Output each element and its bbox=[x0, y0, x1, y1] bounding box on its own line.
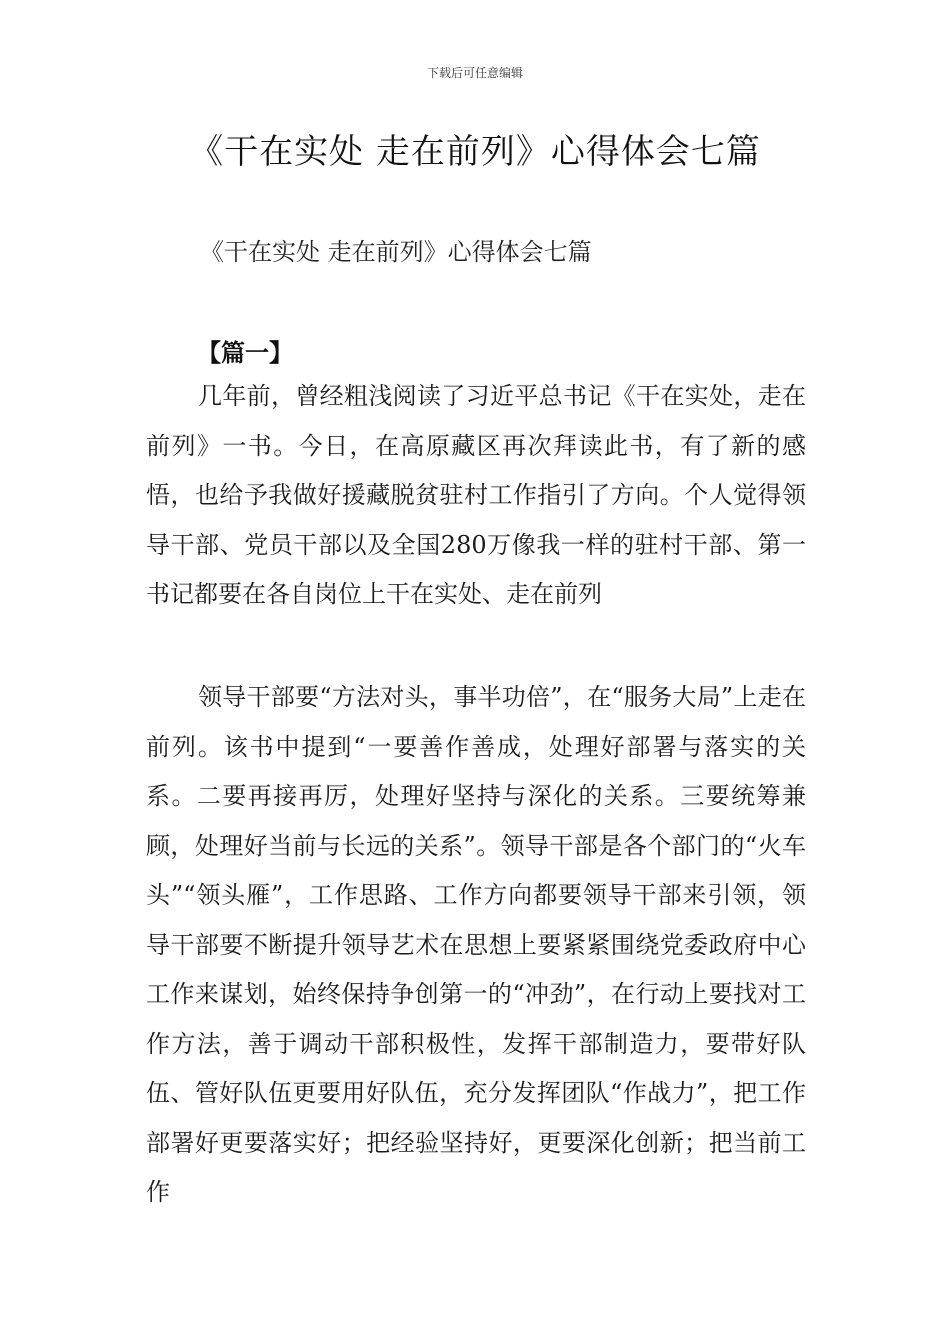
section-heading: 【篇一】 bbox=[197, 339, 293, 367]
header-note: 下载后可任意编辑 bbox=[426, 66, 523, 80]
document-title: 《干在实处 走在前列》心得体会七篇 bbox=[189, 132, 761, 172]
paragraph-1: 几年前，曾经粗浅阅读了习近平总书记《干在实处，走在前列》一书。今日，在高原藏区再次拜读此书，有了新的感悟，也给予我做好援藏脱贫驻村工作指引了方向。个人觉得领导干部、党员干部以及全国280万像我一样的驻村干部、第一书记都要在各自岗位上干在实处、走在前列 bbox=[146, 382, 806, 608]
paragraph-2: 领导干部要“方法对头，事半功倍”，在“服务大局”上走在前列。该书中提到“一要善作善成，处理好部署与落实的关系。二要再接再厉，处理好坚持与深化的关系。三要统筹兼顾，处理好当前与长远的关系”。领导干部是各个部门的“火车头”“领头雁”，工作思路、工作方向都要领导干部来引领，领导干部要不断提升领导艺术在思想上要紧紧围绕党委政府中心工作来谋划，始终保持争创第一的“冲劲”，在行动上要找对工作方法，善于调动干部积极性，发挥干部制造力，要带好队伍、管好队伍更要用好队伍，充分发挥团队“作战力”，把工作部署好更要落实好；把经验坚持好，更要深化创新；把当前工作 bbox=[146, 683, 806, 1206]
document-subtitle: 《干在实处 走在前列》心得体会七篇 bbox=[200, 238, 592, 266]
